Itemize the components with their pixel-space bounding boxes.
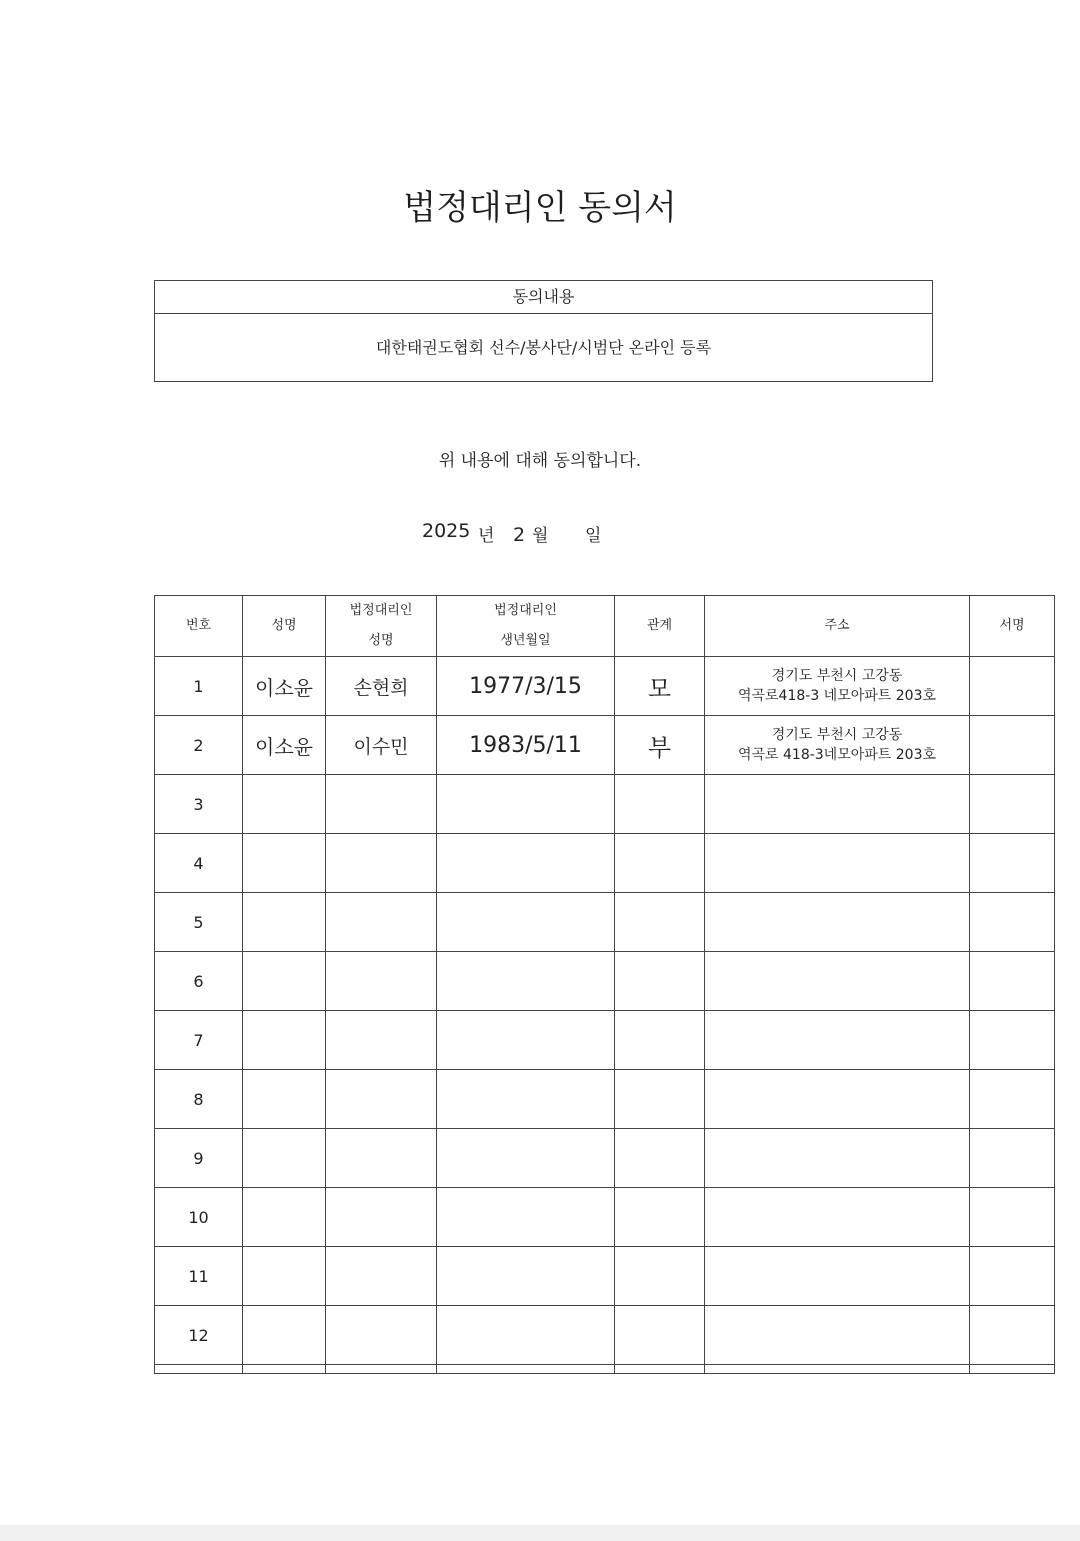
cell-address[interactable] — [705, 1070, 970, 1129]
cell-address[interactable] — [705, 834, 970, 893]
cell-relation: 부 — [615, 716, 705, 775]
cell-guardian-name[interactable] — [326, 893, 437, 952]
cell-guardian-birth: 1977/3/15 — [437, 657, 615, 716]
consent-body: 대한태권도협회 선수/봉사단/시범단 온라인 등록 — [375, 338, 712, 357]
cell-relation[interactable] — [615, 1129, 705, 1188]
cell-address[interactable] — [705, 1306, 970, 1365]
header-guardian-name-line2: 성명 — [368, 633, 394, 648]
cell-relation[interactable] — [615, 1070, 705, 1129]
cell-address[interactable] — [705, 952, 970, 1011]
cell-no: 6 — [155, 952, 243, 1011]
table-header-row — [155, 596, 1055, 657]
address-line1: 경기도 부천시 고강동 — [771, 727, 903, 743]
address-line2: 역곡로 418-3네모아파트 203호 — [737, 747, 937, 763]
cell-guardian-name: 손현희 — [326, 657, 437, 716]
cell-name[interactable] — [243, 1011, 326, 1070]
cell-no: 8 — [155, 1070, 243, 1129]
page-footer-bar — [0, 1525, 1080, 1541]
cell-signature[interactable] — [970, 1070, 1055, 1129]
cell-signature[interactable] — [970, 952, 1055, 1011]
date-year-label: 년 — [478, 526, 495, 546]
cell-guardian-birth[interactable] — [437, 952, 615, 1011]
cell-guardian-name[interactable] — [326, 1011, 437, 1070]
table-row — [155, 893, 1055, 952]
cell-address[interactable] — [705, 893, 970, 952]
cell-address — [705, 716, 970, 775]
cell-signature[interactable] — [970, 1188, 1055, 1247]
header-guardian-birth-line2: 생년월일 — [500, 633, 551, 648]
cell-relation[interactable] — [615, 1306, 705, 1365]
cell-guardian-birth[interactable] — [437, 1247, 615, 1306]
table-row — [155, 1247, 1055, 1306]
cell-guardian-name[interactable] — [326, 952, 437, 1011]
cell-guardian-name[interactable] — [326, 1070, 437, 1129]
cell-signature[interactable] — [970, 716, 1055, 775]
header-name: 성명 — [243, 596, 326, 657]
cell-guardian-name[interactable] — [326, 1188, 437, 1247]
table-row — [155, 1011, 1055, 1070]
cell-address[interactable] — [705, 775, 970, 834]
cell-relation[interactable] — [615, 1247, 705, 1306]
cell-relation[interactable] — [615, 834, 705, 893]
table-row — [155, 1188, 1055, 1247]
table-row — [155, 1306, 1055, 1365]
header-guardian-name-line1: 법정대리인 — [349, 603, 413, 618]
table-row — [155, 657, 1055, 716]
cell-guardian-name[interactable] — [326, 775, 437, 834]
cell-no: 11 — [155, 1247, 243, 1306]
header-relation: 관계 — [615, 596, 705, 657]
cell-name[interactable] — [243, 1188, 326, 1247]
date-day-label: 일 — [585, 526, 602, 546]
cell-name[interactable] — [243, 775, 326, 834]
cell-guardian-birth[interactable] — [437, 1070, 615, 1129]
date-month: 2 — [513, 524, 526, 546]
table-row — [155, 1070, 1055, 1129]
cell-guardian-name[interactable] — [326, 1247, 437, 1306]
cell-name[interactable] — [243, 952, 326, 1011]
cell-name[interactable] — [243, 1247, 326, 1306]
address-line1: 경기도 부천시 고강동 — [771, 668, 903, 684]
date-year: 2025 — [422, 520, 471, 542]
cell-guardian-birth[interactable] — [437, 834, 615, 893]
cell-address[interactable] — [705, 1129, 970, 1188]
cell-signature[interactable] — [970, 657, 1055, 716]
header-signature: 서명 — [970, 596, 1055, 657]
cell-no: 10 — [155, 1188, 243, 1247]
cell-signature[interactable] — [970, 1247, 1055, 1306]
cell-signature[interactable] — [970, 1011, 1055, 1070]
cell-name: 이소윤 — [243, 716, 326, 775]
cell-guardian-birth[interactable] — [437, 1011, 615, 1070]
table-row-stub — [155, 1365, 1055, 1374]
document-title: 법정대리인 동의서 — [403, 188, 677, 228]
cell-guardian-name[interactable] — [326, 1306, 437, 1365]
cell-signature[interactable] — [970, 775, 1055, 834]
cell-no: 3 — [155, 775, 243, 834]
table-row — [155, 834, 1055, 893]
cell-guardian-birth[interactable] — [437, 893, 615, 952]
header-guardian-birth-line1: 법정대리인 — [494, 603, 557, 618]
date-month-label: 월 — [532, 526, 549, 546]
cell-name[interactable] — [243, 834, 326, 893]
cell-guardian-birth[interactable] — [437, 1188, 615, 1247]
cell-no: 5 — [155, 893, 243, 952]
table-row — [155, 775, 1055, 834]
address-line2: 역곡로418-3 네모아파트 203호 — [737, 688, 937, 704]
agree-statement: 위 내용에 대해 동의합니다. — [438, 451, 642, 471]
cell-name[interactable] — [243, 1070, 326, 1129]
cell-address[interactable] — [705, 1188, 970, 1247]
table-row — [155, 716, 1055, 775]
cell-name[interactable] — [243, 893, 326, 952]
cell-signature[interactable] — [970, 834, 1055, 893]
cell-no: 2 — [155, 716, 243, 775]
cell-guardian-birth: 1983/5/11 — [437, 716, 615, 775]
cell-signature[interactable] — [970, 1129, 1055, 1188]
cell-name[interactable] — [243, 1306, 326, 1365]
cell-address[interactable] — [705, 1011, 970, 1070]
consent-header: 동의내용 — [155, 281, 932, 314]
cell-relation[interactable] — [615, 775, 705, 834]
cell-no: 4 — [155, 834, 243, 893]
header-no: 번호 — [155, 596, 243, 657]
cell-guardian-name[interactable] — [326, 1129, 437, 1188]
cell-address[interactable] — [705, 1247, 970, 1306]
cell-no: 9 — [155, 1129, 243, 1188]
consent-box — [154, 280, 933, 382]
header-guardian-name — [326, 596, 437, 657]
cell-signature[interactable] — [970, 1306, 1055, 1365]
header-guardian-birth — [437, 596, 615, 657]
cell-no: 7 — [155, 1011, 243, 1070]
cell-guardian-name[interactable] — [326, 834, 437, 893]
cell-signature[interactable] — [970, 893, 1055, 952]
cell-name[interactable] — [243, 1129, 326, 1188]
cell-relation[interactable] — [615, 1188, 705, 1247]
guardian-table — [154, 595, 1055, 1374]
cell-guardian-name: 이수민 — [326, 716, 437, 775]
cell-guardian-birth[interactable] — [437, 1306, 615, 1365]
cell-relation[interactable] — [615, 1011, 705, 1070]
cell-address — [705, 657, 970, 716]
table-row — [155, 952, 1055, 1011]
header-address: 주소 — [705, 596, 970, 657]
cell-name: 이소윤 — [243, 657, 326, 716]
cell-relation[interactable] — [615, 952, 705, 1011]
cell-no: 12 — [155, 1306, 243, 1365]
cell-guardian-birth[interactable] — [437, 775, 615, 834]
cell-relation: 모 — [615, 657, 705, 716]
cell-guardian-birth[interactable] — [437, 1129, 615, 1188]
table-row — [155, 1129, 1055, 1188]
cell-no: 1 — [155, 657, 243, 716]
cell-relation[interactable] — [615, 893, 705, 952]
